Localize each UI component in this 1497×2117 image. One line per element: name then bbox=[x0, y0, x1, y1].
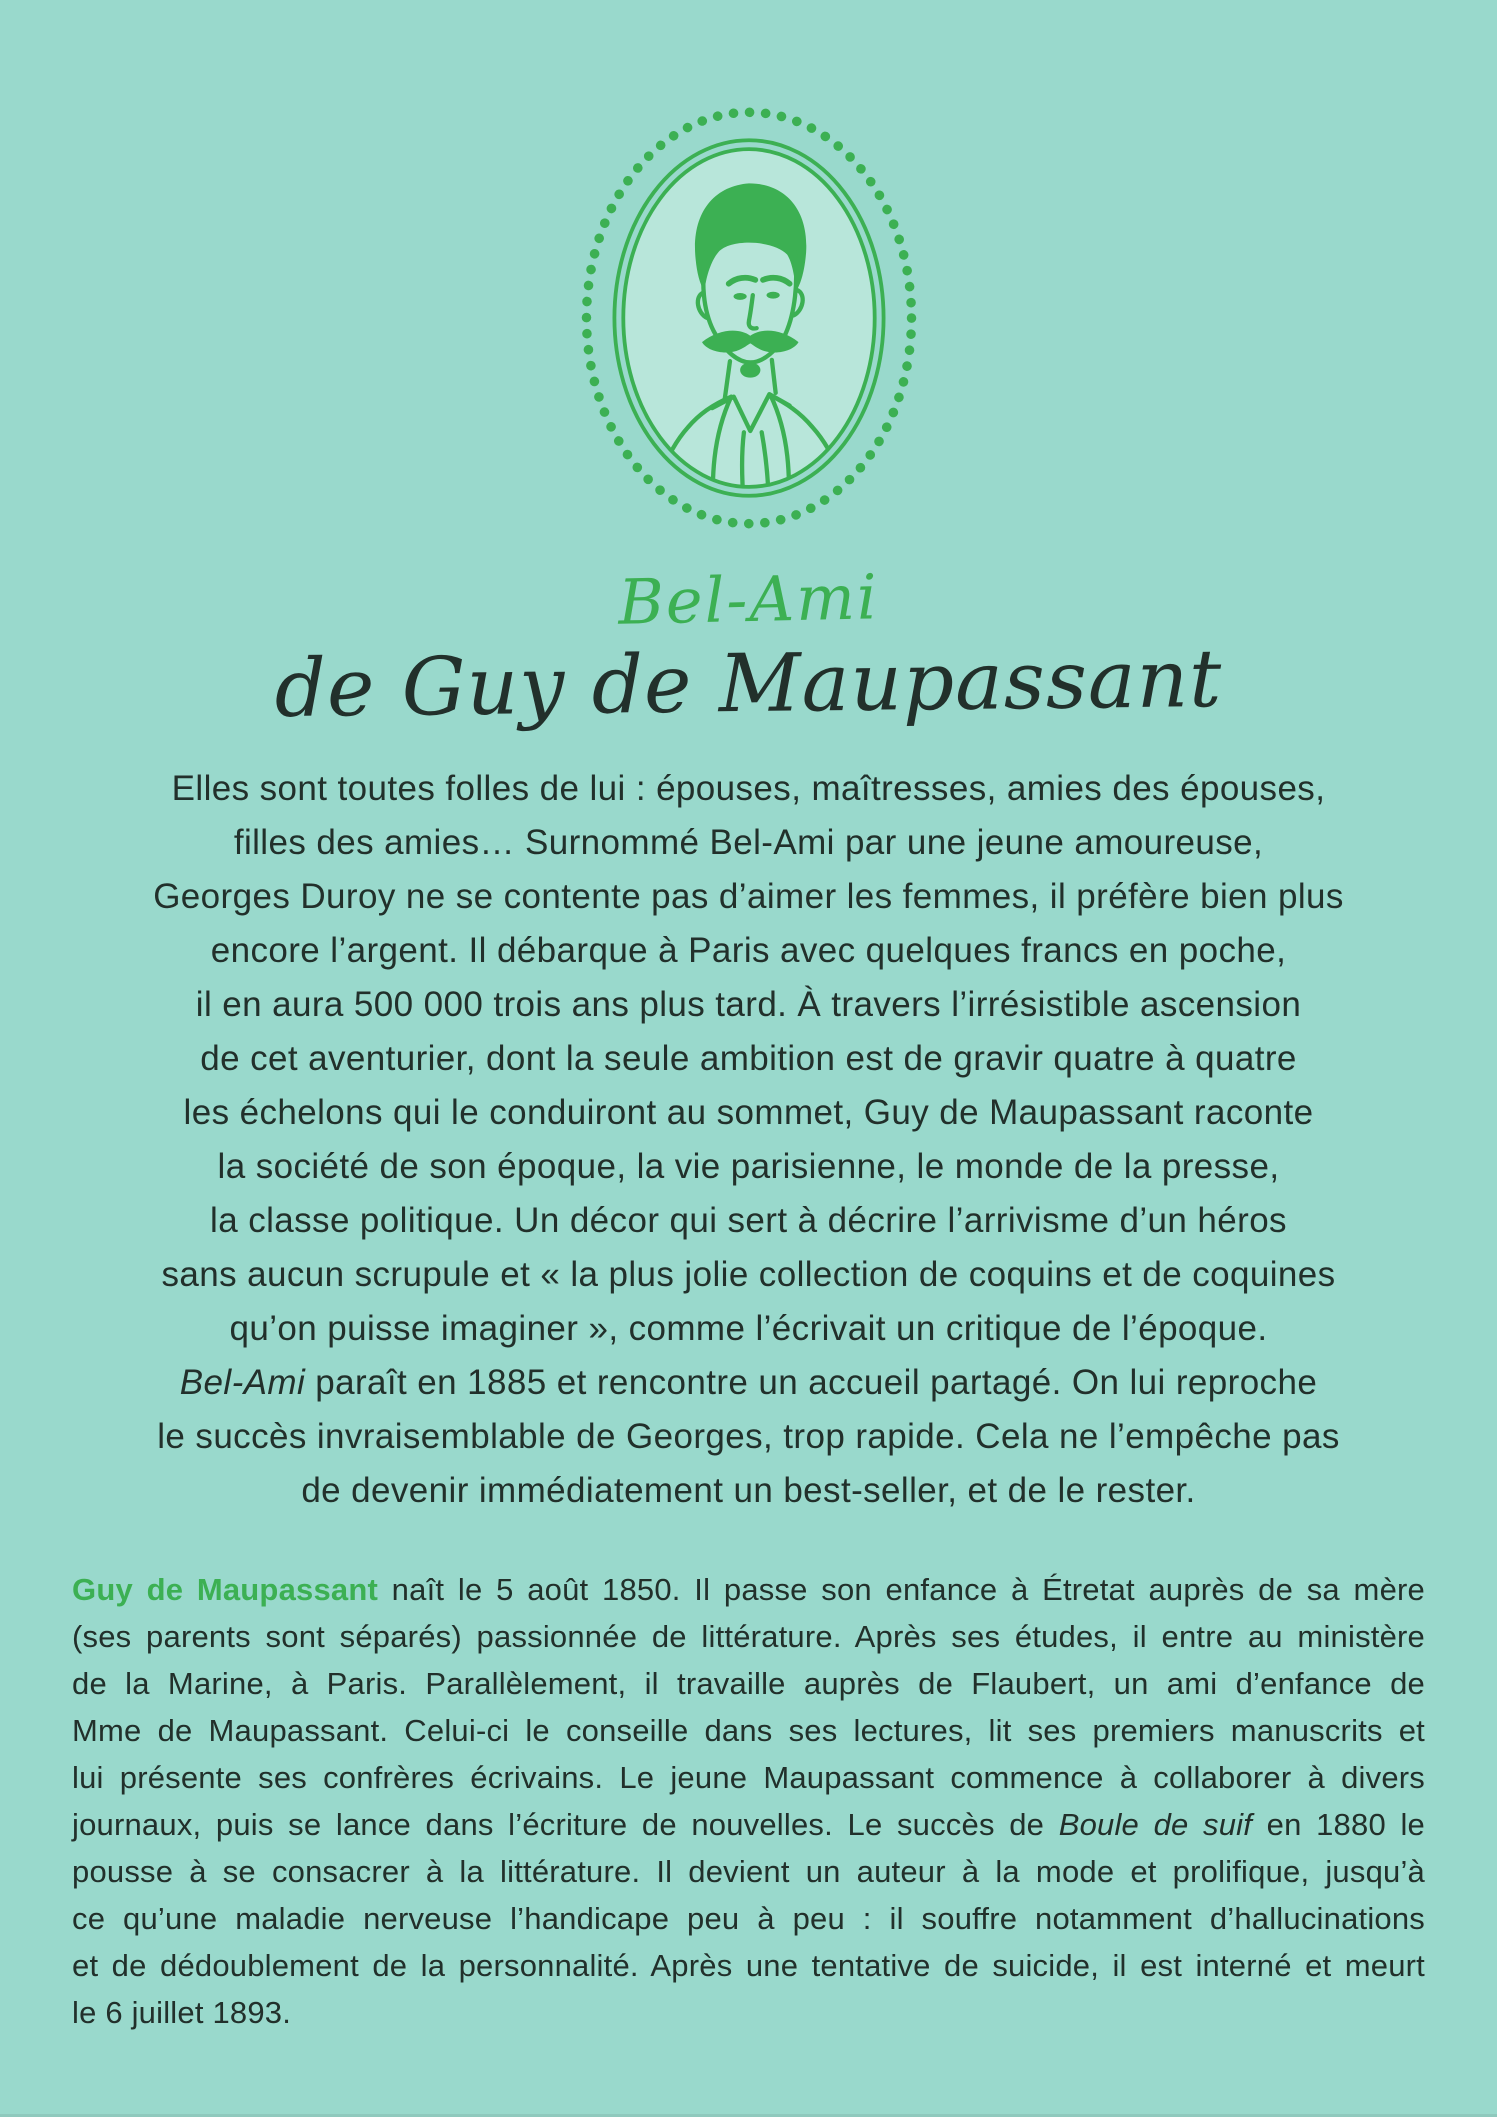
text-segment: la société de son époque, la vie parisienne, le monde de la presse, bbox=[217, 1147, 1280, 1186]
text-line bbox=[72, 1848, 1425, 1895]
text-segment: de la Marine, à Paris. Parallèlement, il travaille auprès de Flaubert, un ami d’enfance de bbox=[72, 1666, 1425, 1701]
text-segment: encore l’argent. Il débarque à Paris avec quelques francs en poche, bbox=[210, 931, 1287, 970]
text-line bbox=[78, 1248, 1419, 1302]
portrait-medallion-icon bbox=[556, 92, 942, 544]
text-line bbox=[78, 1140, 1419, 1194]
text-segment: il en aura 500 000 trois ans plus tard. À travers l’irrésistible ascension bbox=[195, 985, 1302, 1024]
text-line bbox=[78, 978, 1419, 1032]
text-segment: et de dédoublement de la personnalité. Après une tentative de suicide, il est interné et meurt bbox=[72, 1948, 1425, 1983]
text-line bbox=[78, 762, 1419, 816]
text-segment: pousse à se consacrer à la littérature. Il devient un auteur à la mode et prolifique, jusqu’à bbox=[72, 1854, 1425, 1889]
text-line bbox=[78, 870, 1419, 924]
text-line bbox=[72, 1989, 1425, 2036]
maupassant-portrait-medallion bbox=[556, 92, 942, 544]
author-byline: de Guy de Maupassant bbox=[274, 632, 1223, 735]
text-segment: lui présente ses confrères écrivains. Le jeune Maupassant commence à collaborer à divers bbox=[72, 1760, 1425, 1795]
text-segment: sans aucun scrupule et « la plus jolie collection de coquins et de coquines bbox=[161, 1255, 1336, 1294]
author-name-highlight: Guy de Maupassant bbox=[72, 1572, 378, 1607]
text-segment: Elles sont toutes folles de lui : épouses, maîtresses, amies des épouses, bbox=[171, 769, 1326, 808]
text-line bbox=[72, 1754, 1425, 1801]
text-line bbox=[78, 1194, 1419, 1248]
text-segment: Georges Duroy ne se contente pas d’aimer les femmes, il préfère bien plus bbox=[153, 877, 1344, 916]
text-segment: (ses parents sont séparés) passionnée de littérature. Après ses études, il entre au ministère bbox=[72, 1619, 1425, 1654]
text-segment: la classe politique. Un décor qui sert à décrire l’arrivisme d’un héros bbox=[210, 1201, 1287, 1240]
text-segment: Boule de suif bbox=[1058, 1807, 1253, 1842]
text-segment: paraît en 1885 et rencontre un accueil partagé. On lui reproche bbox=[305, 1363, 1318, 1402]
text-segment: ce qu’une maladie nerveuse l’handicape peu à peu : il souffre notamment d’hallucinations bbox=[72, 1901, 1425, 1936]
text-line bbox=[78, 1464, 1419, 1518]
text-segment: en 1880 le bbox=[1252, 1807, 1425, 1842]
text-segment: naît le 5 août 1850. Il passe son enfance à Étretat auprès de sa mère bbox=[378, 1572, 1425, 1607]
text-segment: journaux, puis se lance dans l’écriture de nouvelles. Le succès de bbox=[72, 1807, 1059, 1842]
text-line bbox=[72, 1566, 1425, 1613]
text-segment: Bel-Ami bbox=[179, 1363, 306, 1402]
text-segment: de cet aventurier, dont la seule ambition est de gravir quatre à quatre bbox=[200, 1039, 1297, 1078]
text-segment: le succès invraisemblable de Georges, trop rapide. Cela ne l’empêche pas bbox=[157, 1417, 1340, 1456]
text-segment: de devenir immédiatement un best-seller, et de le rester. bbox=[301, 1471, 1196, 1510]
text-segment: qu’on puisse imaginer », comme l’écrivait un critique de l’époque. bbox=[229, 1309, 1268, 1348]
text-line bbox=[78, 924, 1419, 978]
text-segment: le 6 juillet 1893. bbox=[72, 1995, 292, 2030]
synopsis-blurb bbox=[78, 762, 1419, 1518]
author-biography bbox=[72, 1566, 1425, 2036]
text-line bbox=[78, 816, 1419, 870]
text-line bbox=[78, 1356, 1419, 1410]
text-line bbox=[78, 1086, 1419, 1140]
text-line bbox=[78, 1410, 1419, 1464]
text-line bbox=[72, 1660, 1425, 1707]
text-segment: Mme de Maupassant. Celui-ci le conseille dans ses lectures, lit ses premiers manuscrits et bbox=[72, 1713, 1425, 1748]
text-segment: les échelons qui le conduiront au sommet, Guy de Maupassant raconte bbox=[183, 1093, 1314, 1132]
text-line bbox=[72, 1801, 1425, 1848]
text-line bbox=[78, 1302, 1419, 1356]
text-line bbox=[78, 1032, 1419, 1086]
text-line bbox=[72, 1707, 1425, 1754]
text-segment: filles des amies… Surnommé Bel-Ami par une jeune amoureuse, bbox=[233, 823, 1264, 862]
text-line bbox=[72, 1613, 1425, 1660]
text-line bbox=[72, 1942, 1425, 1989]
book-title: Bel-Ami bbox=[617, 560, 880, 639]
text-line bbox=[72, 1895, 1425, 1942]
